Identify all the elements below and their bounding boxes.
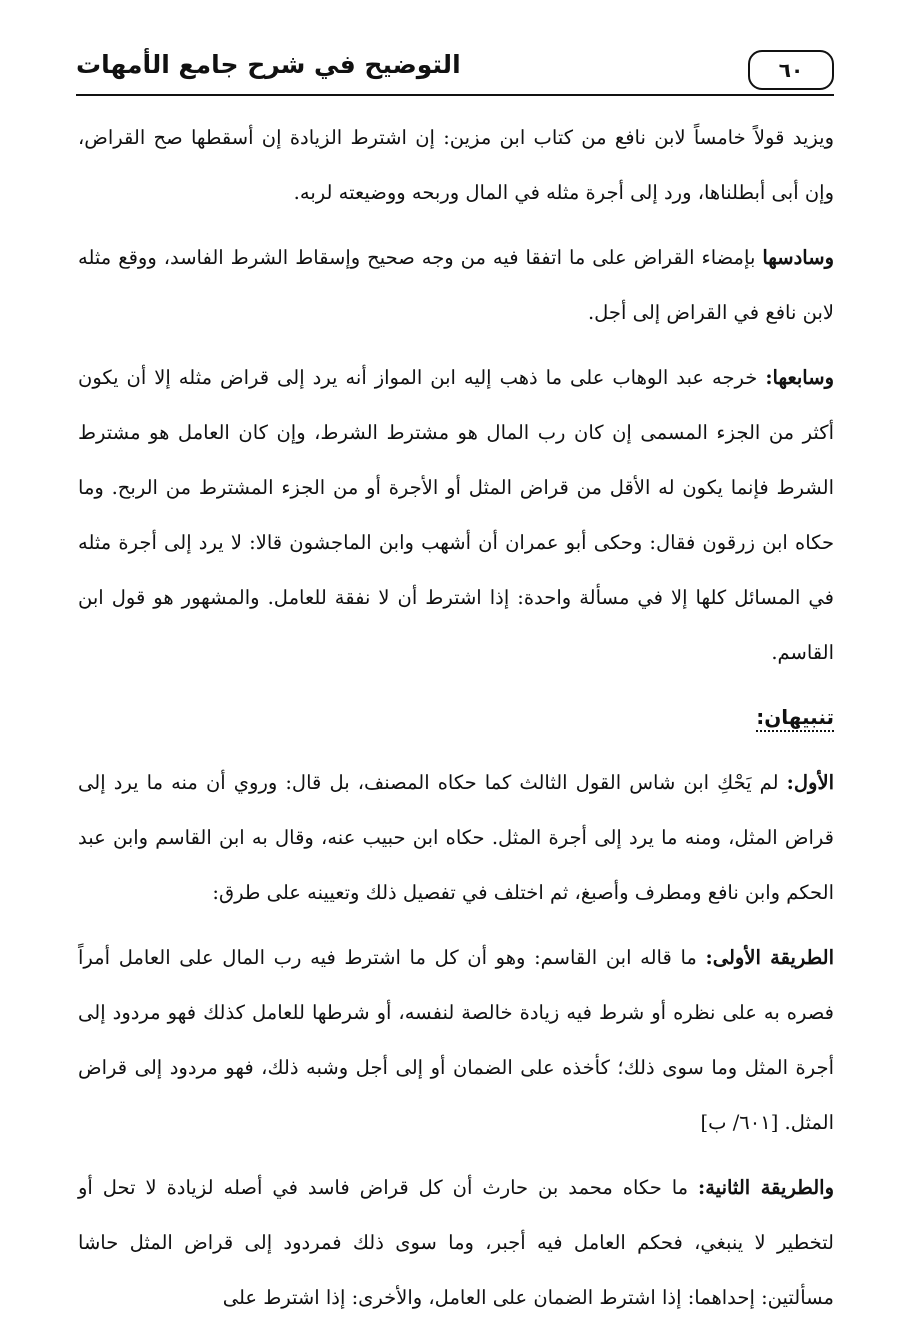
section-heading: تنبيهان:: [756, 705, 834, 729]
paragraph-first-note: [78, 755, 834, 920]
paragraph-text: لم يَحْكِ ابن شاس القول الثالث كما حكاه المصنف، بل قال: وروي أن منه ما يرد إلى قراض المثل، ومنه ما يرد إلى أجرة المثل. حكاه ابن حبيب عنه، وقال به ابن القاسم وابن عبد الحكم وابن نافع ومطرف وأصبغ، ثم اختلف في تفصيل ذلك وتعيينه على طرق:: [78, 771, 834, 904]
paragraph-text: ويزيد قولاً خامساً لابن نافع من كتاب ابن مزين: إن اشترط الزيادة إن أسقطها صح القراض، وإن أبى أبطلناها، ورد إلى أجرة مثله في المال وربحه ووضيعته لربه.: [78, 126, 834, 204]
section-heading-notes: [78, 690, 834, 745]
paragraph-text: ما قاله ابن القاسم: وهو أن كل ما اشترط فيه رب المال على العامل أمراً فصره به على نظره أو شرط فيه زيادة خالصة لنفسه، أو شرطها للعامل كذلك فهو مردود إلى أجرة المثل وما سوى ذلك؛ كأخذه على الضمان أو إلى أجل وشبه ذلك، فهو مردود إلى قراض المثل. [٦٠١/ ب]: [78, 946, 834, 1134]
paragraph-lead: وسابعها:: [765, 366, 834, 389]
paragraph-first-method: [78, 930, 834, 1150]
paragraph-lead: والطريقة الثانية:: [698, 1176, 834, 1199]
paragraph-lead: الأول:: [786, 771, 834, 794]
page-header: [76, 44, 834, 102]
paragraph-lead: الطريقة الأولى:: [705, 946, 834, 969]
body-text: [78, 110, 834, 1325]
paragraph-text: بإمضاء القراض على ما اتفقا فيه من وجه صحيح وإسقاط الشرط الفاسد، ووقع مثله لابن نافع في القراض إلى أجل.: [78, 246, 834, 324]
paragraph-text: خرجه عبد الوهاب على ما ذهب إليه ابن المواز أنه يرد إلى قراض مثله إلا أن يكون أكثر من الجزء المسمى إن كان رب المال هو مشترط الشرط، وإن كان العامل هو مشترط الشرط فإنما يكون له الأقل من قراض المثل أو الأجرة أو من الجزء المشترط من الربح. وما حكاه ابن زرقون فقال: وحكى أبو عمران أن أشهب وابن الماجشون قالا: لا يرد إلى أجرة مثله في المسائل كلها إلا في مسألة واحدة: إذا اشترط أن لا نفقة للعامل. والمشهور هو قول ابن القاسم.: [78, 366, 834, 664]
page-number: ٦٠: [748, 50, 834, 90]
running-title: التوضيح في شرح جامع الأمهات: [76, 50, 461, 79]
paragraph-sixth-opinion: [78, 230, 834, 340]
header-divider: [76, 94, 834, 96]
paragraph-seventh-opinion: [78, 350, 834, 680]
paragraph-text: ما حكاه محمد بن حارث أن كل قراض فاسد في أصله لزيادة لا تحل أو لتخطير لا ينبغي، فحكم العامل فيه أجبر، وما سوى ذلك فمردود إلى قراض المثل حاشا مسألتين: إحداهما: إذا اشترط الضمان على العامل، والأخرى: إذا اشترط على: [78, 1176, 834, 1309]
paragraph-fifth-opinion: [78, 110, 834, 220]
paragraph-second-method: [78, 1160, 834, 1325]
paragraph-lead: وسادسها: [762, 246, 834, 269]
